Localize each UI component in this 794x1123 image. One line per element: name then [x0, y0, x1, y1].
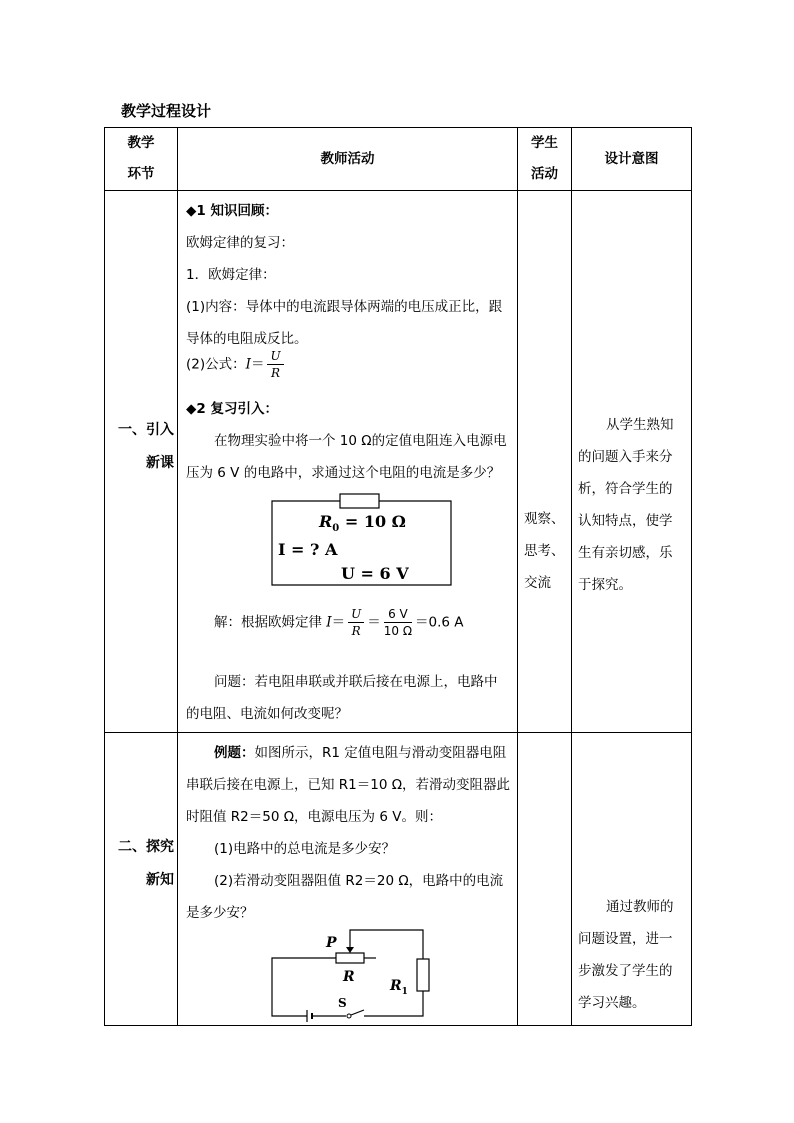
solution-line: 解：根据欧姆定律 I＝ $\frac{U}{R}$ ＝ $\frac{6 V}{10 \Omega}$ ＝0.6 A [214, 607, 464, 638]
header-stage: 教学环节 [105, 128, 178, 191]
question-line-2: 的电阻、电流如何改变呢？ [186, 706, 348, 722]
design-intent-text: 从学生熟知 的问题入手来分 析，符合学生的 认知特点，使学 生有亲切感，乐 于探究。 [578, 417, 674, 593]
table-row-intro [105, 191, 692, 733]
stage-intro: 一、引入新课 [105, 191, 178, 733]
question-line-1: 问题：若电阻串联或并联后接在电源上，电路中 [214, 674, 498, 690]
simple-circuit-diagram [268, 491, 468, 591]
series-circuit-diagram [266, 926, 466, 1026]
ohm-law-content-2: 导体的电阻成反比。 [186, 331, 308, 347]
ohm-law-content-1: (1)内容：导体中的电流跟导体两端的电压成正比，跟 [186, 299, 503, 315]
example-line-1: 例题：如图所示，R1 定值电阻与滑动变阻器电阻 [214, 745, 507, 761]
stage-explore: 二、探究新知 [105, 733, 178, 1026]
page-title: 教学过程设计 [121, 102, 212, 120]
header-teacher: 教师活动 [178, 128, 518, 191]
current-label: I = ? A [278, 540, 338, 559]
r1-label: $R_1$ [390, 978, 408, 997]
question-2-line-2: 是多少安？ [186, 905, 254, 921]
header-student: 学生活动 [518, 128, 572, 191]
question-1: (1)电路中的总电流是多少安？ [214, 841, 396, 857]
teacher-activity-intro [178, 191, 518, 733]
review-intro: 欧姆定律的复习： [186, 235, 294, 251]
slider-p-label: P [326, 935, 337, 951]
problem-line-2: 压为 6 V 的电路中，求通过这个电阻的电流是多少？ [186, 465, 501, 481]
example-line-2: 串联后接在电源上，已知 R1＝10 Ω，若滑动变阻器此 [186, 777, 511, 793]
r0-label: $R_0 = 10$ Ω [319, 512, 406, 534]
teacher-activity-explore [178, 733, 518, 1026]
student-activity-intro [518, 191, 572, 733]
student-activity-explore [518, 733, 572, 1026]
header-intent: 设计意图 [572, 128, 692, 191]
header-row [105, 128, 692, 191]
resistor-r1 [417, 959, 429, 991]
problem-line-1: 在物理实验中将一个 10 Ω的定值电阻连入电源电 [214, 433, 507, 449]
intro-heading: ◆2 复习引入： [186, 401, 278, 417]
question-2-line-1: (2)若滑动变阻器阻值 R2＝20 Ω，电路中的电流 [214, 873, 504, 889]
design-intent-intro [572, 191, 692, 733]
example-line-3: 时阻值 R2＝50 Ω，电源电压为 6 V。则： [186, 809, 442, 825]
ohm-law-item: 1．欧姆定律： [186, 267, 276, 283]
ohm-law-formula: (2)公式：I＝ $\frac{U}{R}$ [186, 349, 287, 380]
switch-s-label: S [338, 996, 347, 1010]
student-activity-text: 观察、 思考、 交流 [524, 511, 565, 591]
review-heading: ◆1 知识回顾： [186, 203, 278, 219]
resistor-r0 [340, 494, 379, 508]
lesson-design-table [104, 127, 692, 1026]
design-intent-text-2: 通过教师的 问题设置，进一 步激发了学生的 学习兴趣。 [578, 899, 674, 1011]
rheostat-r [336, 953, 364, 963]
table-row-explore [105, 733, 692, 1026]
rheostat-r-label: R [343, 969, 355, 985]
design-intent-explore [572, 733, 692, 1026]
voltage-label: U = 6 V [341, 564, 409, 583]
